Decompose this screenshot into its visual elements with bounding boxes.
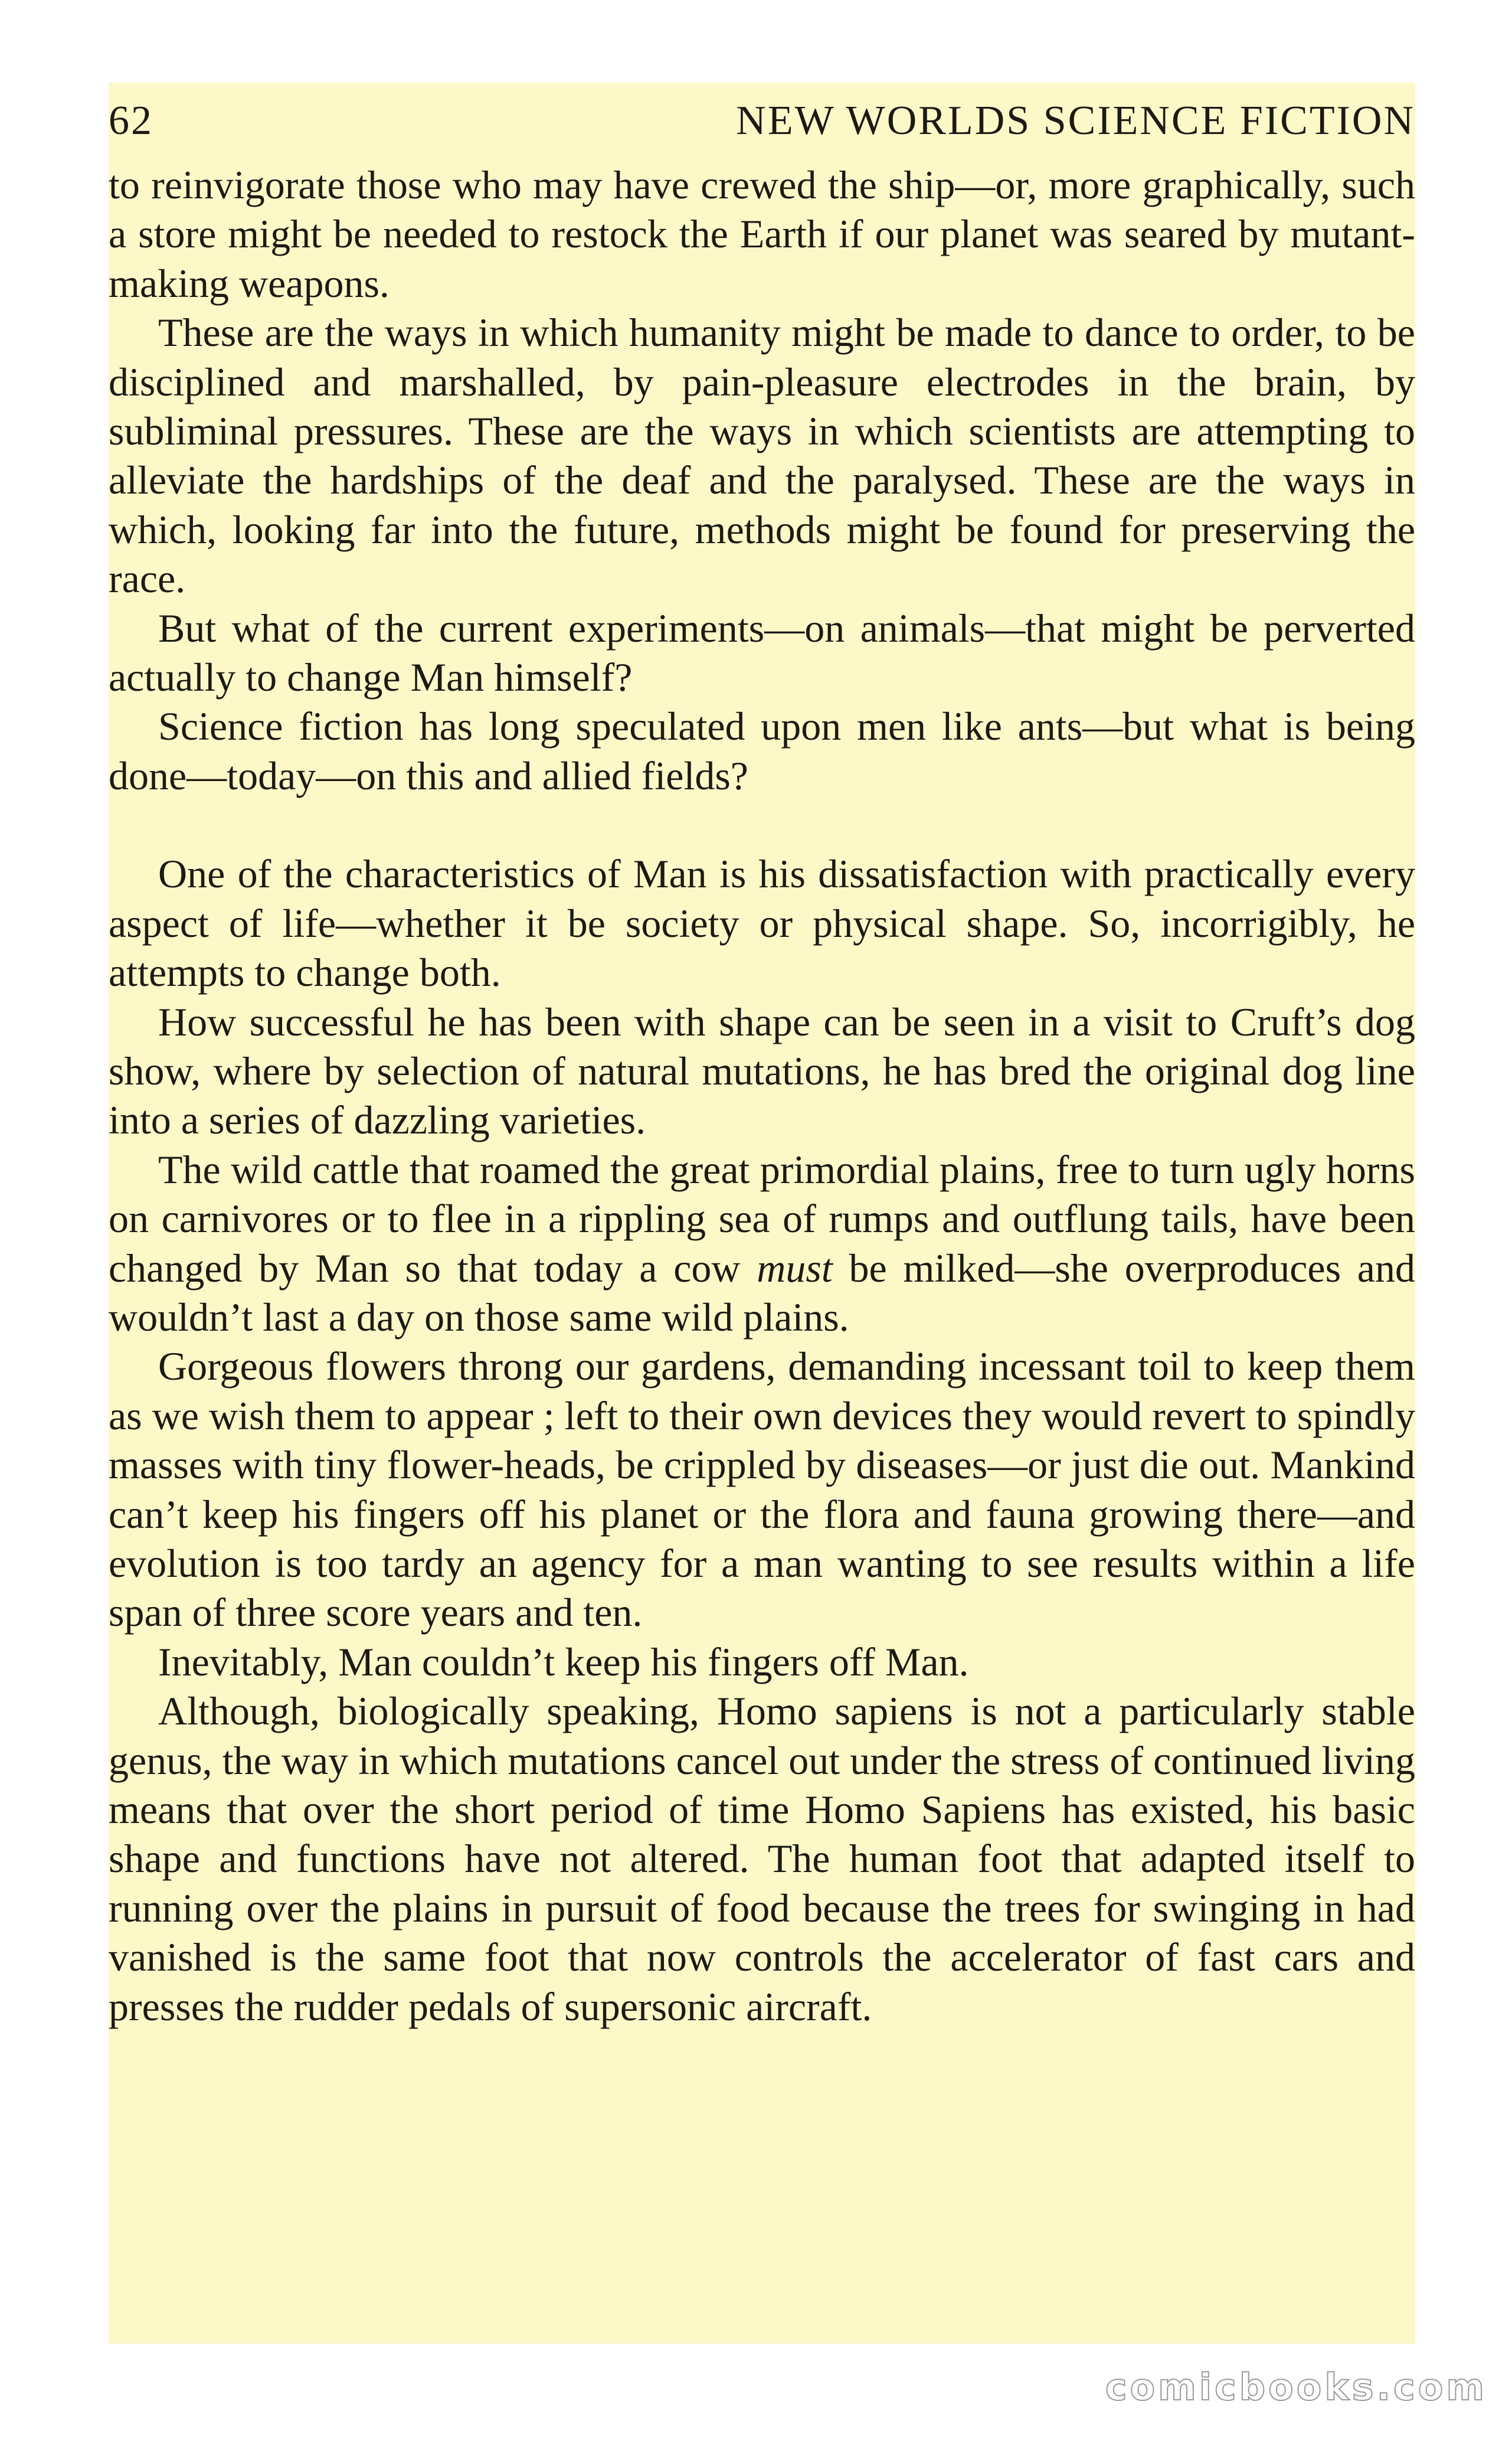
running-head: [109, 83, 1415, 159]
paragraph: [109, 1145, 1415, 1342]
paragraph: Science fiction has long speculated upon men like ants—but what is being done—today—on this and allied fields?: [109, 704, 1415, 798]
book-page: [109, 83, 1415, 2344]
paragraph: One of the characteristics of Man is his dissatisfaction with practically every aspect of life—whether it be society or physical shape. So, incorrigibly, he attempts to change both.: [109, 851, 1415, 995]
paragraph: to reinvigorate those who may have crewed the ship—or, more graphically, such a store might be needed to restock the Earth if our planet was seared by mutant-making weapons.: [109, 162, 1415, 306]
page-number: 62: [109, 98, 153, 143]
paragraph: How successful he has been with shape can be seen in a visit to Cruft’s dog show, where by selection of natural mutations, he has bred the original dog line into a series of dazzling varieties.: [109, 999, 1415, 1143]
paragraph: Gorgeous flowers throng our gardens, demanding incessant toil to keep them as we wish them to appear ; left to their own devices they would revert to spindly masses with tiny flower-heads, be crippled by diseases—or just die out. Mankind can’t keep his fingers off his planet or the flora and fauna growing there—and evolution is too tardy an agency for a man wanting to see results within a life span of three score years and ten.: [109, 1344, 1415, 1635]
emphasis-text: must: [757, 1245, 833, 1291]
page-body: [109, 161, 1415, 2031]
watermark: comicbooks.com: [1105, 2366, 1487, 2409]
running-title: NEW WORLDS SCIENCE FICTION: [736, 98, 1415, 143]
paragraph-text: The wild cattle that roamed the great primordial plains, free to turn ugly horns on carnivores or to flee in a rippling sea of rumps and outflung tails, have been changed by Man so that today a cow: [109, 1146, 1415, 1291]
paragraph: Inevitably, Man couldn’t keep his fingers off Man.: [158, 1639, 969, 1684]
paragraph-text: be milked—she overproduces and wouldn’t last a day on those same wild plains.: [109, 1245, 1415, 1340]
paragraph: These are the ways in which humanity might be made to dance to order, to be disciplined and marshalled, by pain-pleasure electrodes in the brain, by subliminal pressures. These are the ways in which scientists are attempting to alleviate the hardships of the deaf and the paralysed. These are the ways in which, looking far into the future, methods might be found for preserving the race.: [109, 310, 1415, 602]
section-break: [109, 801, 1415, 850]
paragraph: But what of the current experiments—on animals—that might be perverted actually to change Man himself?: [109, 605, 1415, 700]
paragraph: Although, biologically speaking, Homo sapiens is not a particularly stable genus, the way in which mutations cancel out under the stress of continued living means that over the short period of time Homo Sapiens has existed, his basic shape and functions have not altered. The human foot that adapted itself to running over the plains in pursuit of food because the trees for swinging in had vanished is the same foot that now controls the accelerator of fast cars and presses the rudder pedals of supersonic aircraft.: [109, 1688, 1415, 2029]
